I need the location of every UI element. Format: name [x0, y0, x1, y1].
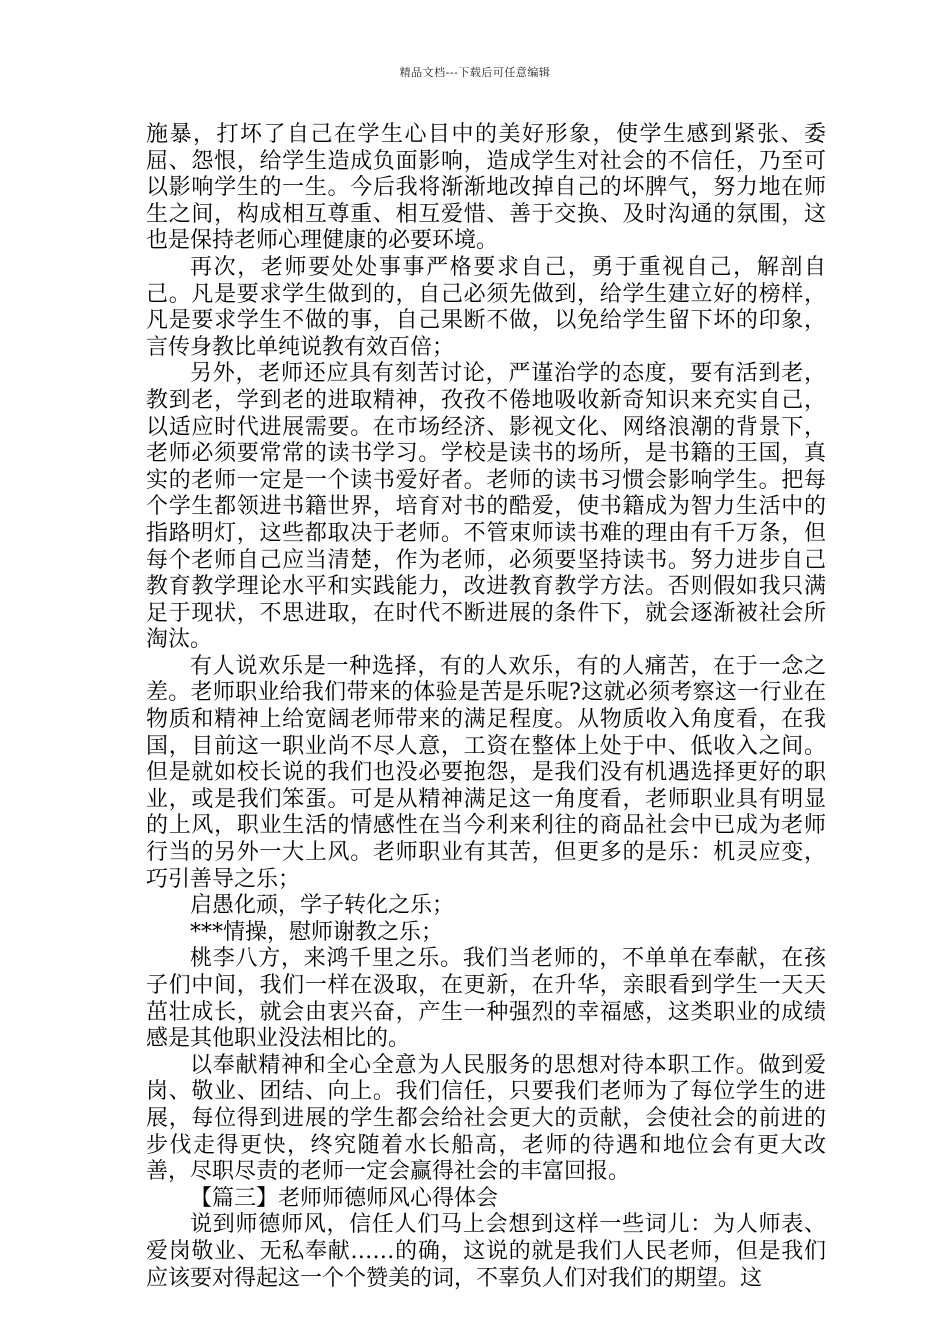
paragraph-joy-3: 桃李八方，来鸿千里之乐。我们当老师的，不单单在奉献，在孩子们中间，我们一样在汲取，在更新，在升华，亲眼看到学生一天天茁壮成长，就会由衷兴奋，产生一种强烈的幸福感，这类职业的成绩感是其他职业没法相比的。 — [146, 946, 826, 1052]
page-header: 精品文档---下载后可任意编辑 — [399, 66, 551, 79]
paragraph-self-discipline: 再次，老师要处处事事严格要求自己，勇于重视自己，解剖自己。凡是要求学生做到的，自己必须先做到，给学生建立好的榜样，凡是要求学生不做的事，自己果断不做，以免给学生留下坏的印象，言传身教比单纯说教有效百倍； — [146, 254, 826, 360]
paragraph-dedication: 以奉献精神和全心全意为人民服务的思想对待本职工作。做到爱岗、敬业、团结、向上。我们信任，只要我们老师为了每位学生的进展，每位得到进展的学生都会给社会更大的贡献，会使社会的前进的步伐走得更快，终究随着水长船高，老师的待遇和地位会有更大改善，尽职尽责的老师一定会赢得社会的丰富回报。 — [146, 1052, 826, 1185]
paragraph-joy-2: ***情操，慰师谢教之乐； — [190, 919, 444, 945]
paragraph-continuation: 施暴，打坏了自己在学生心目中的美好形象，使学生感到紧张、委屈、怨恨，给学生造成负面影响，造成学生对社会的不信任，乃至可以影响学生的一生。今后我将渐渐地改掉自己的坏脾气，努力地在师生之间，构成相互尊重、相互爱惜、善于交换、及时沟通的氛围，这也是保持老师心理健康的必要环境。 — [146, 122, 826, 254]
paragraph-section-intro: 说到师德师风，信任人们马上会想到这样一些词儿：为人师表、爱岗敬业、无私奉献……的确，这说的就是我们人民老师，但是我们应该要对得起这一个个赞美的词，不辜负人们对我们的期望。这 — [146, 1212, 826, 1291]
paragraph-happiness: 有人说欢乐是一种选择，有的人欢乐，有的人痛苦，在于一念之差。老师职业给我们带来的体验是苦是乐呢?这就必须考察这一行业在物质和精神上给宽阔老师带来的满足程度。从物质收入角度看，在我国，目前这一职业尚不尽人意，工资在整体上处于中、低收入之间。但是就如校长说的我们也没必要抱怨，是我们没有机遇选择更好的职业，或是我们笨蛋。可是从精神满足这一角度看，老师职业具有明显的上风，职业生活的情感性在当今利来利往的商品社会中已成为老师行当的另外一大上风。老师职业有其苦，但更多的是乐：机灵应变，巧引善导之乐； — [146, 653, 826, 892]
paragraph-joy-1: 启愚化顽，学子转化之乐； — [190, 893, 455, 919]
section-heading: 【篇三】老师师德师风心得体会 — [190, 1185, 499, 1211]
paragraph-study-attitude: 另外，老师还应具有刻苦讨论，严谨治学的态度，要有活到老，教到老，学到老的进取精神，孜孜不倦地吸收新奇知识来充实自己，以适应时代进展需要。在市场经济、影视文化、网络浪潮的背景下，老师必须要常常的读书学习。学校是读书的场所，是书籍的王国，真实的老师一定是一个读书爱好者。老师的读书习惯会影响学生。把每个学生都领进书籍世界，培育对书的酷爱，使书籍成为智力生活中的指路明灯，这些都取决于老师。不管束师读书难的理由有千万条，但每个老师自己应当清楚，作为老师，必须要坚持读书。努力进步自己教育教学理论水平和实践能力，改进教育教学方法。否则假如我只满足于现状，不思进取，在时代不断进展的条件下，就会逐渐被社会所淘汰。 — [146, 361, 826, 653]
document-body — [146, 122, 826, 1292]
